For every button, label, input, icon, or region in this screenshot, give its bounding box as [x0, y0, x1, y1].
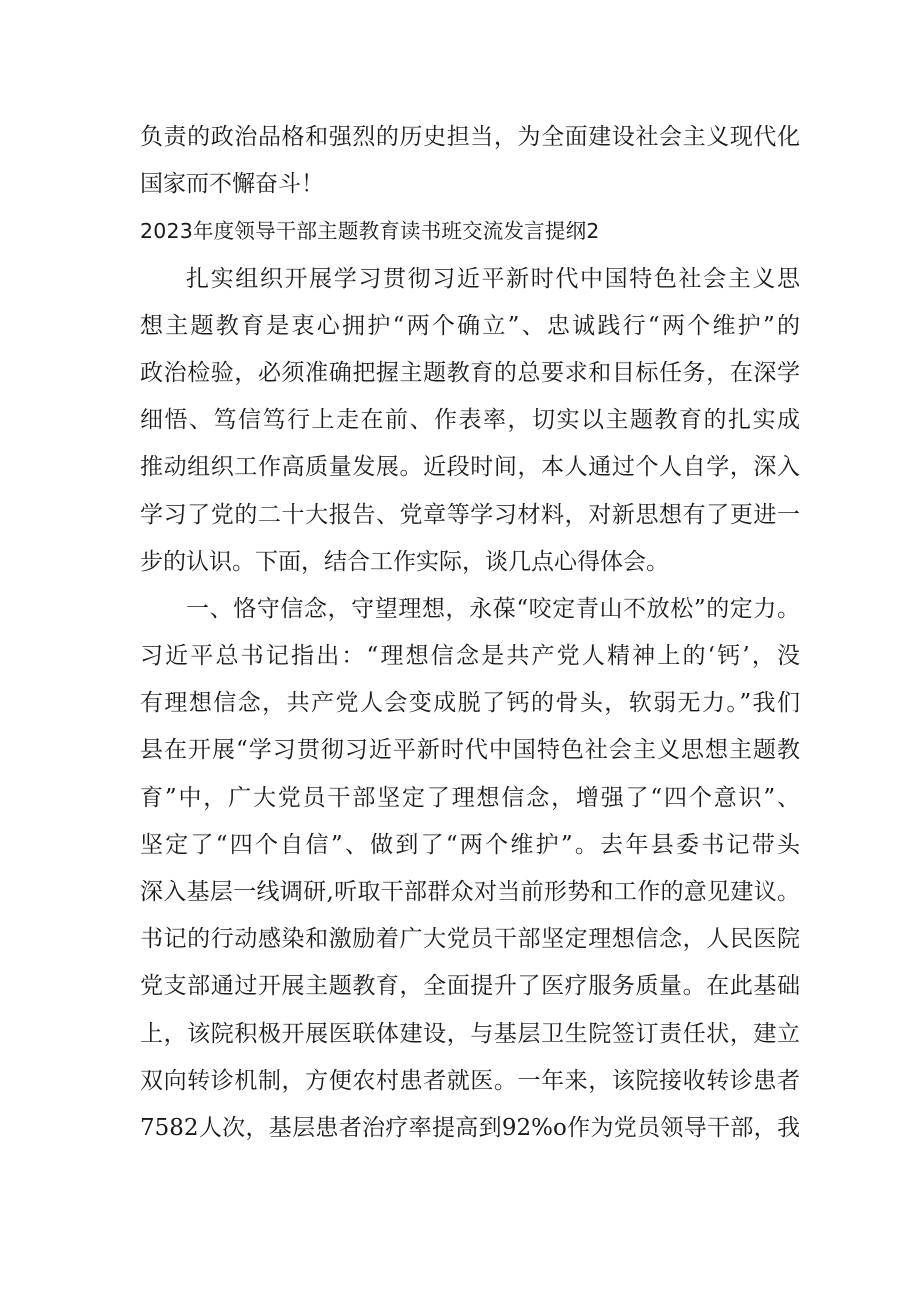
point-one-line: 县在开展“学习贯彻习近平新时代中国特色社会主义思想主题教	[140, 737, 800, 764]
intro-paragraph-line: 想主题教育是衷心拥护“两个确立”、忠诚践行“两个维护”的	[140, 312, 800, 339]
intro-paragraph-line: 政治检验，必须准确把握主题教育的总要求和目标任务，在深学	[140, 359, 800, 386]
point-one-line: 有理想信念，共产党人会变成脱了钙的骨头，软弱无力。”我们	[140, 690, 800, 717]
point-one-line: 育”中，广大党员干部坚定了理想信念，增强了“四个意识”、	[140, 784, 800, 811]
continuation-line: 国家而不懈奋斗！	[140, 171, 324, 198]
section-title: 2023年度领导干部主题教育读书班交流发言提纲2	[140, 219, 600, 244]
document-body	[140, 114, 800, 1152]
point-one-line: 深入基层一线调研,听取干部群众对当前形势和工作的意见建议。	[140, 879, 800, 905]
intro-paragraph-line: 细悟、笃信笃行上走在前、作表率，切实以主题教育的扎实成	[140, 407, 800, 434]
point-one-line: 党支部通过开展主题教育，全面提升了医疗服务质量。在此基础	[140, 973, 800, 1000]
point-one-line: 双向转诊机制，方便农村患者就医。一年来，该院接收转诊患者	[140, 1067, 800, 1094]
point-one-line: 上，该院积极开展医联体建设，与基层卫生院签订责任状，建立	[140, 1020, 800, 1047]
point-one-line: 一、恪守信念，守望理想，永葆“咬定青山不放松”的定力。	[186, 595, 800, 622]
point-one-line: 7582人次，基层患者治疗率提高到92%o作为党员领导干部，我	[140, 1114, 800, 1141]
point-one-line: 书记的行动感染和激励着广大党员干部坚定理想信念，人民医院	[140, 926, 800, 953]
intro-paragraph-line: 学习了党的二十大报告、党章等学习材料，对新思想有了更进一	[140, 501, 800, 528]
intro-paragraph-line: 步的认识。下面，结合工作实际，谈几点心得体会。	[140, 548, 669, 575]
point-one-line: 习近平总书记指出：“理想信念是共产党人精神上的‘钙’，没	[140, 643, 800, 670]
continuation-line: 负责的政治品格和强烈的历史担当，为全面建设社会主义现代化	[140, 124, 800, 150]
intro-paragraph-line: 扎实组织开展学习贯彻习近平新时代中国特色社会主义思	[186, 265, 800, 292]
intro-paragraph-line: 推动组织工作高质量发展。近段时间，本人通过个人自学，深入	[140, 454, 800, 481]
point-one-line: 坚定了“四个自信”、做到了“两个维护”。去年县委书记带头	[140, 831, 800, 858]
